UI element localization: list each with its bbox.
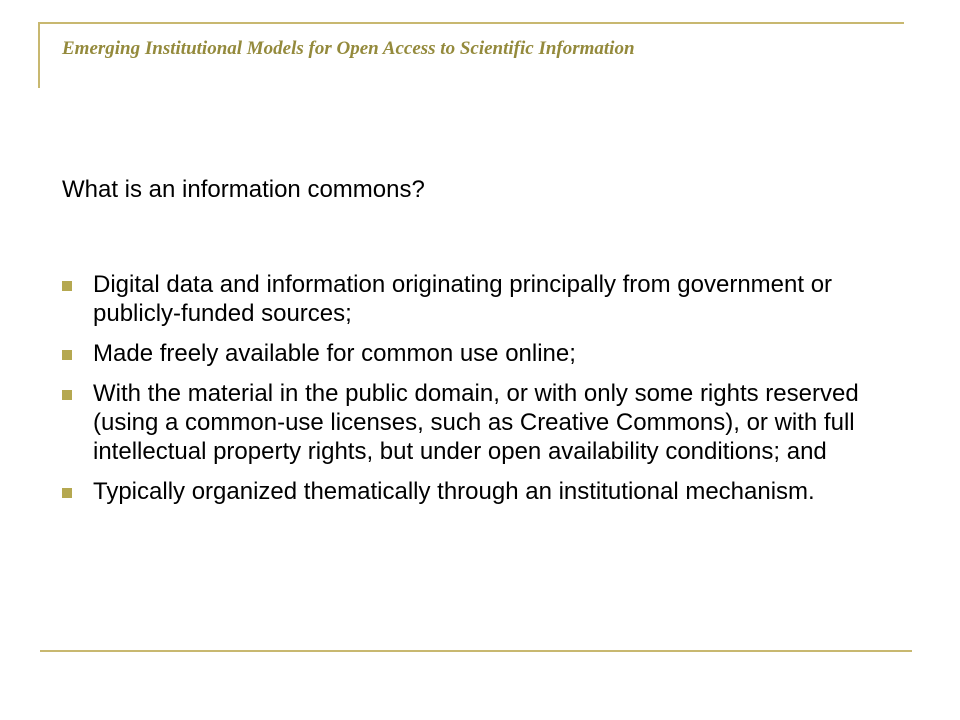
slide-header-title: Emerging Institutional Models for Open Access to Scientific Information: [62, 38, 635, 59]
header-left-divider: [38, 22, 40, 88]
bullet-item: [62, 339, 922, 368]
bullet-list: [62, 270, 922, 517]
square-bullet-icon: [62, 281, 72, 291]
slide-question-heading: What is an information commons?: [62, 176, 425, 203]
footer-divider: [40, 650, 912, 652]
bullet-text: Made freely available for common use online;: [93, 340, 576, 367]
bullet-item: [62, 379, 922, 466]
header-top-divider: [40, 22, 904, 24]
bullet-item: [62, 270, 922, 328]
square-bullet-icon: [62, 390, 72, 400]
bullet-text: With the material in the public domain, or with only some rights reserved (using a common-use licenses, such as Creative Commons), or with full intellectual property rights, but under open availability conditions; and: [93, 380, 859, 465]
bullet-text: Digital data and information originating principally from government or publicly-funded sources;: [93, 271, 833, 327]
square-bullet-icon: [62, 350, 72, 360]
square-bullet-icon: [62, 488, 72, 498]
bullet-item: [62, 477, 922, 506]
bullet-text: Typically organized thematically through an institutional mechanism.: [93, 478, 815, 505]
